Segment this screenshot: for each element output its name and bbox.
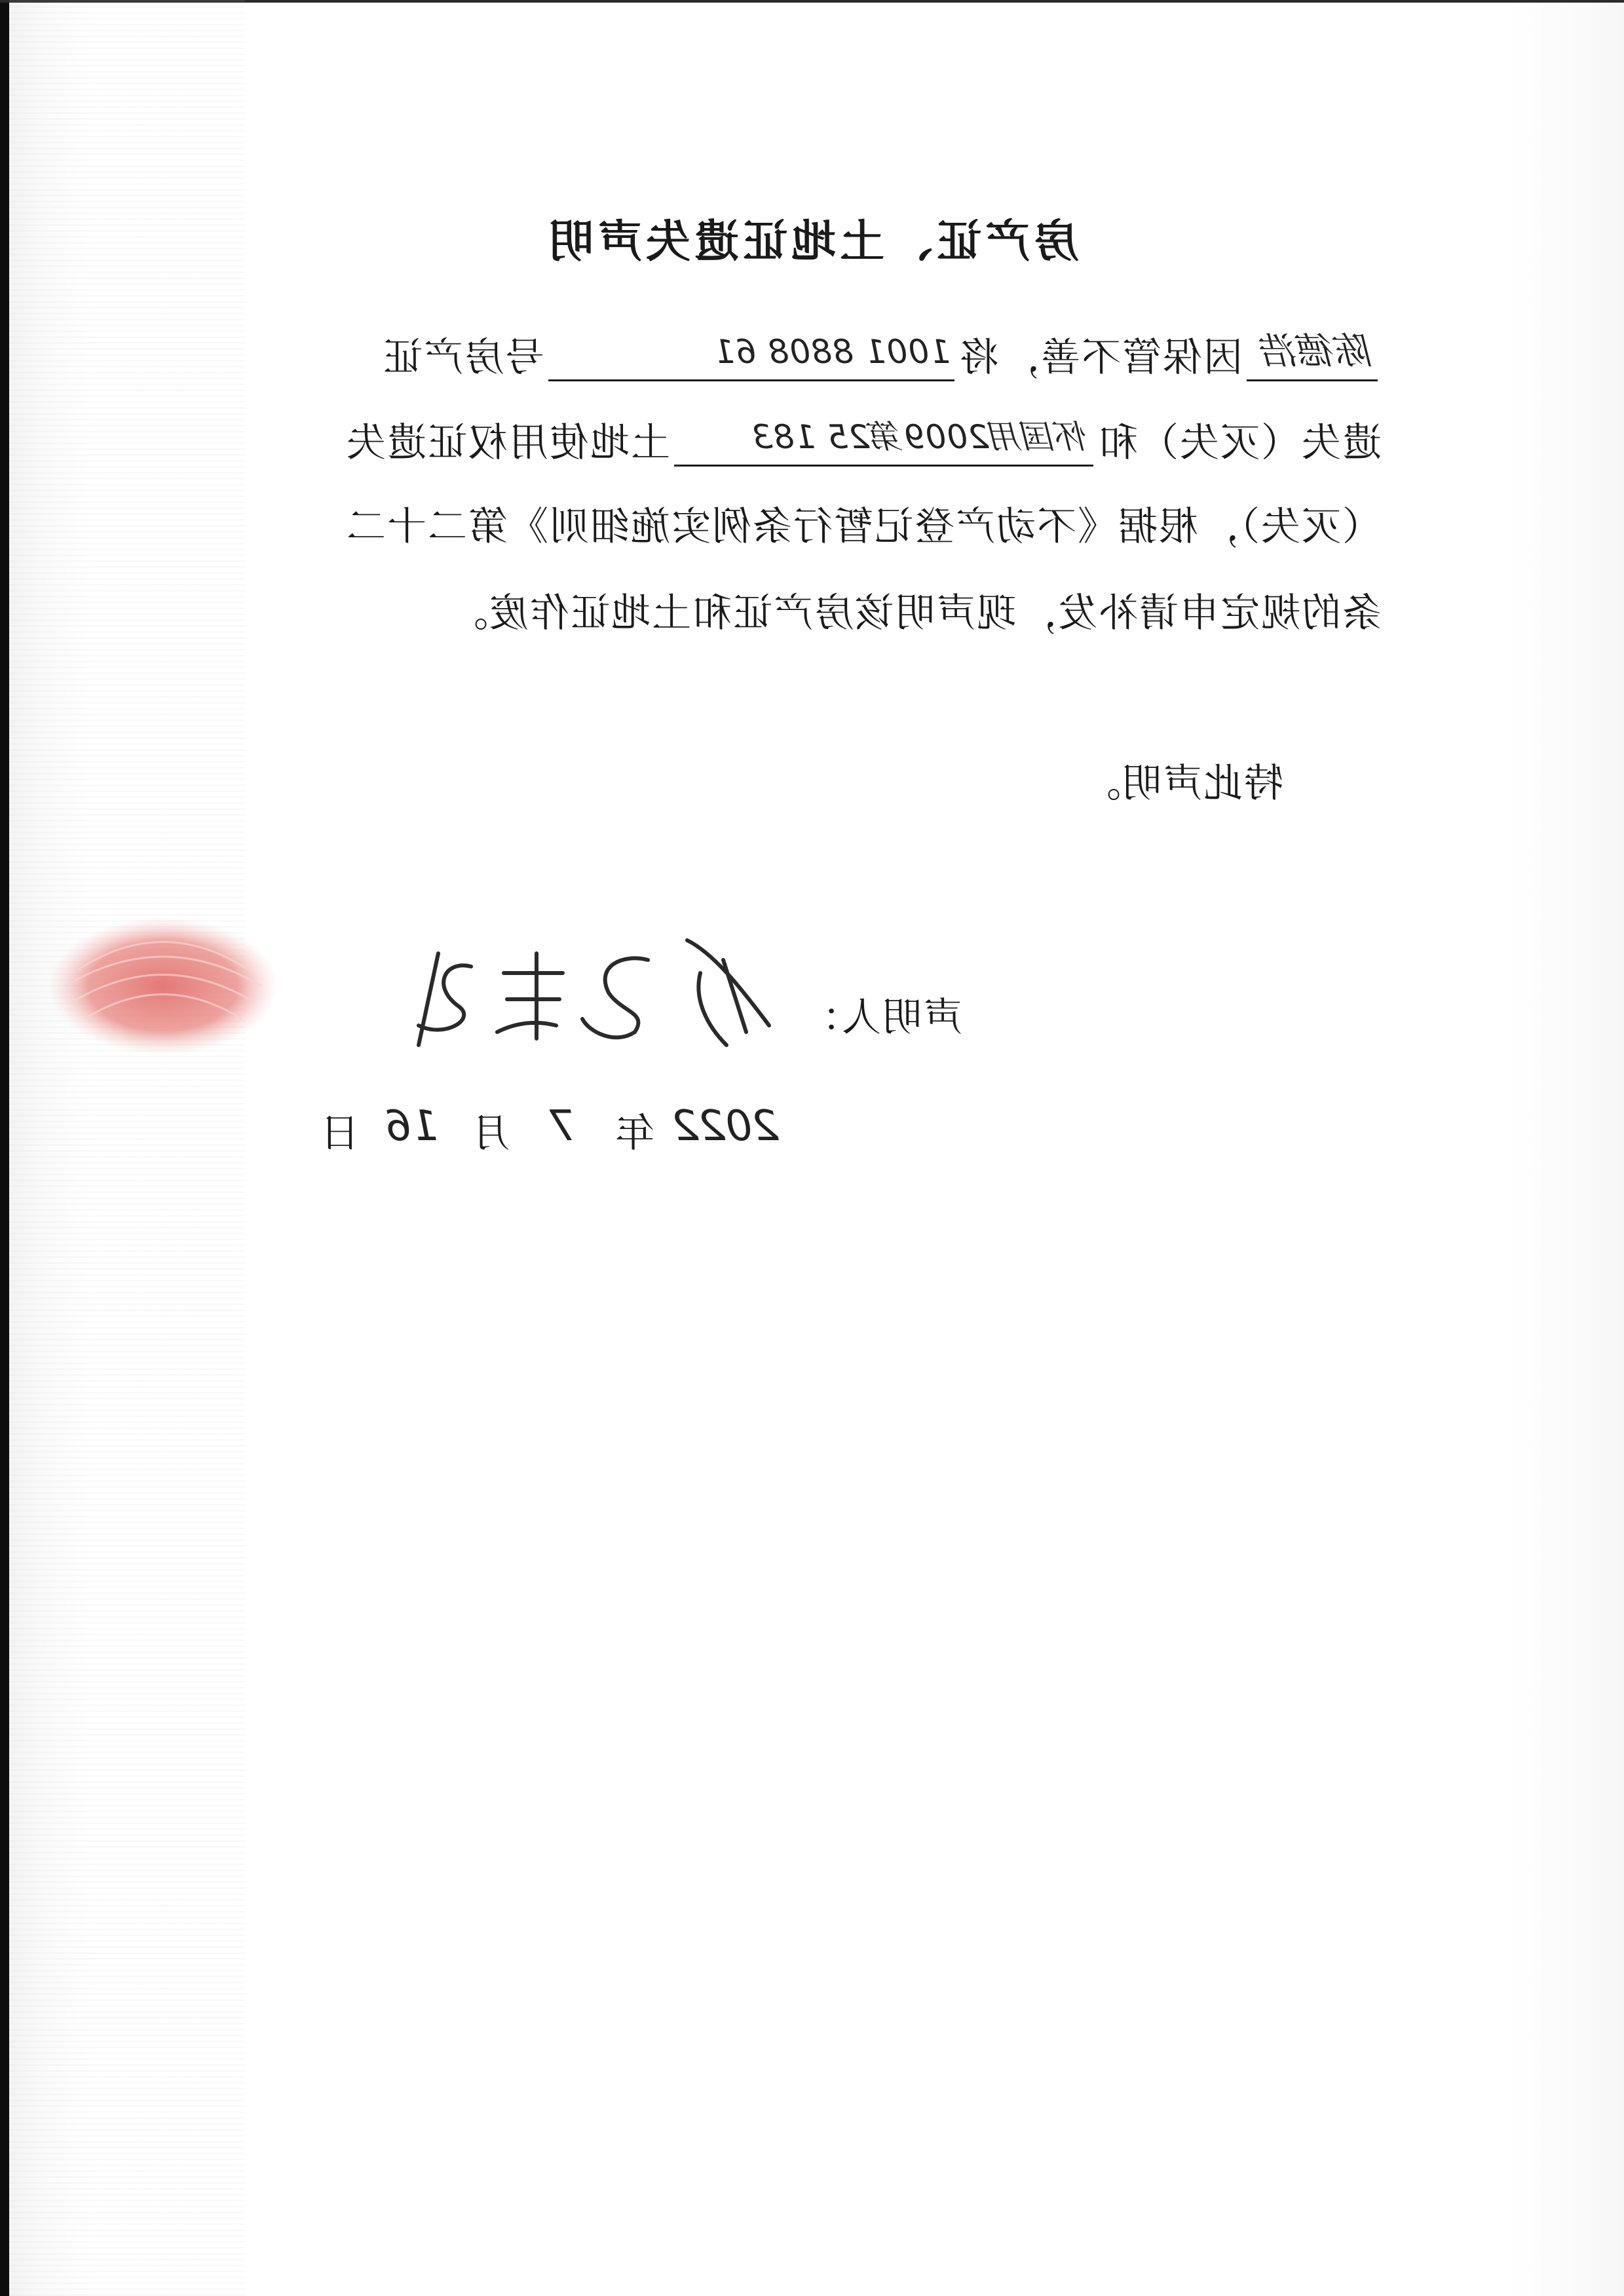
handwritten-name: 陈德浩	[1262, 330, 1374, 373]
document-title: 房产证、土地证遗失声明	[545, 216, 1079, 268]
day-unit: 日	[320, 1111, 360, 1157]
body-line-4: 条的规定申请补发，现声明该房产证和土地证作废。	[447, 590, 1382, 636]
red-thumbprint	[48, 917, 278, 1055]
year-unit: 年	[615, 1111, 654, 1157]
line1-middle: 因保管不善，将	[958, 335, 1243, 381]
line2-post: 土地使用权证遗失	[345, 420, 670, 466]
line1-post: 号房产证	[382, 335, 544, 381]
name-blank	[1247, 330, 1378, 381]
handwritten-land-cert: 怀国用2009第25 183	[751, 418, 1089, 456]
declarant-label: 声明人：	[800, 995, 962, 1041]
date-line	[255, 1088, 779, 1179]
cert-number-blank	[548, 333, 954, 381]
signature-area	[45, 914, 962, 1058]
body-line-3: （灭失），根据《不动产登记暂行条例实施细则》第二十二	[345, 504, 1382, 550]
body-line-2	[345, 419, 1382, 467]
handwritten-signature	[419, 940, 769, 1045]
handwritten-year: 2022	[672, 1102, 779, 1151]
month-unit: 月	[471, 1111, 510, 1157]
signature-with-thumbprint	[45, 914, 785, 1065]
line2-pre: 遗失（灭失）和	[1097, 420, 1382, 466]
closing-text: 特此声明。	[1080, 761, 1283, 807]
handwritten-day: 16	[385, 1102, 438, 1151]
land-cert-blank	[674, 418, 1093, 467]
handwritten-month: 7	[549, 1102, 576, 1151]
handwritten-cert-number: 1001 8808 61	[713, 333, 951, 371]
body-line-1	[382, 330, 1382, 381]
